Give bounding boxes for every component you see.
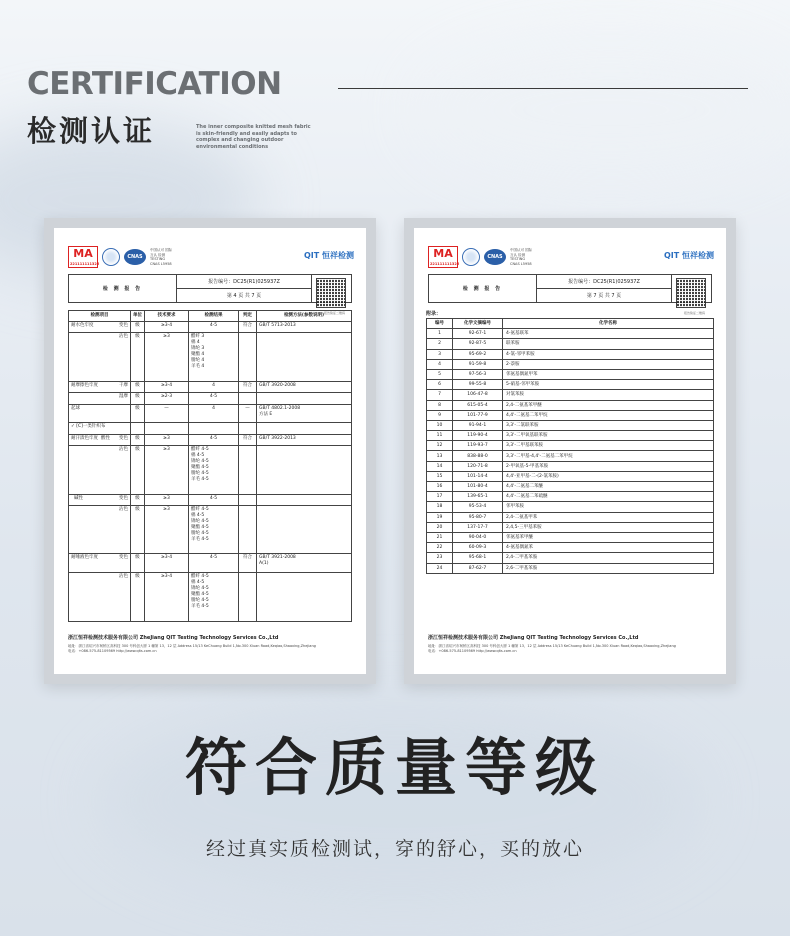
table-cell: ≥3-4 [145, 554, 189, 573]
table-cell [257, 494, 352, 505]
table-cell: 101-77-9 [453, 410, 503, 420]
col-header: 化学文摘编号 [453, 319, 503, 329]
table-row [427, 543, 714, 553]
table-cell: 4,4'-二氨基二苯硫醚 [503, 492, 714, 502]
certification-logos [68, 246, 174, 268]
table-cell: ≥3 [145, 505, 189, 554]
cma-logo: MA 221111111326 [430, 247, 460, 266]
table-cell: 10 [427, 420, 453, 430]
table-row [69, 404, 352, 423]
table-cell: ≥3 [145, 333, 189, 382]
table-cell: 级 [131, 434, 145, 445]
report-header-table [68, 274, 352, 315]
certification-logos [428, 246, 534, 268]
table-cell: 3 [427, 349, 453, 359]
table-cell: 19 [427, 512, 453, 522]
table-row [69, 505, 352, 554]
table-cell: 101-14-4 [453, 471, 503, 481]
table-row [427, 522, 714, 532]
table-row [69, 554, 352, 573]
table-row [427, 369, 714, 379]
table-cell: 邻氨基偶氮甲苯 [503, 369, 714, 379]
table-cell: 22 [427, 543, 453, 553]
table-cell: 符合 [239, 434, 257, 445]
table-row [427, 400, 714, 410]
page-number: 第 7 页 共 7 页 [537, 289, 672, 303]
table-cell: 119-93-7 [453, 441, 503, 451]
table-row [427, 461, 714, 471]
table-cell: 92-87-5 [453, 339, 503, 349]
section-title-en: CERTIFICATION [27, 66, 282, 102]
table-row [69, 322, 352, 333]
company-address: 地址：浙江省绍兴市柯桥区高科技 300 号科创大厦 1 幢第 13、12 层 Address 15/13 KeChuang Build 1,No.300 Xiuan Road,Keqiao,Shaoxing,Zhejiang [428, 644, 676, 648]
section-title-cn: 检测认证 [27, 114, 156, 148]
table-cell: 级 [131, 573, 145, 622]
table-cell: 4,4'-二氨基二苯醚 [503, 482, 714, 492]
table-cell: ✓ [C]一类针织布 [69, 423, 131, 434]
report-footer [428, 634, 718, 654]
table-cell: 沾色 [69, 505, 131, 554]
table-cell: 符合 [239, 382, 257, 393]
table-cell: 95-53-4 [453, 502, 503, 512]
table-row [427, 441, 714, 451]
table-cell: 耐唾液色牢度 变色 [69, 554, 131, 573]
table-cell: 4-氨基联苯 [503, 329, 714, 339]
table-cell: 4-5 [189, 434, 239, 445]
report-title: 检 测 报 告 [429, 275, 537, 303]
table-cell [189, 423, 239, 434]
table-cell: 95-68-1 [453, 553, 503, 563]
table-row [427, 563, 714, 573]
table-row [427, 359, 714, 369]
table-cell: 13 [427, 451, 453, 461]
table-cell: GB/T 4802.1-2008 方法 E [257, 404, 352, 423]
table-cell: 24 [427, 563, 453, 573]
table-cell: 101-80-4 [453, 482, 503, 492]
table-cell [257, 393, 352, 404]
table-row [69, 423, 352, 434]
table-row [427, 532, 714, 542]
table-cell: GB/T 3922-2013 [257, 434, 352, 445]
table-cell: 137-17-7 [453, 522, 503, 532]
table-cell [257, 333, 352, 382]
table-cell: 醋纤 3 棉 4 锦纶 3 聚酯 4 腈纶 4 羊毛 4 [189, 333, 239, 382]
table-cell: 4-5 [189, 322, 239, 333]
table-cell: — [239, 404, 257, 423]
quality-tagline: 经过真实质检测试，穿的舒心，买的放心 [205, 838, 584, 860]
table-cell: 6 [427, 380, 453, 390]
table-row [427, 390, 714, 400]
table-cell: 8 [427, 400, 453, 410]
table-cell: 级 [131, 554, 145, 573]
table-row [69, 434, 352, 445]
table-cell: 4,4'-二氨基二苯甲烷 [503, 410, 714, 420]
table-cell: 16 [427, 482, 453, 492]
qit-logo: QIT 恒祥检测 [303, 251, 354, 260]
col-header: 编号 [427, 319, 453, 329]
col-header: 技术要求 [145, 311, 189, 322]
header-divider [338, 88, 748, 89]
table-row [427, 502, 714, 512]
company-contact: 电话：+086-575-81109569 http://www.qits.com.cn [428, 649, 517, 653]
table-cell: 级 [131, 322, 145, 333]
company-name: 浙江恒祥检测技术服务有限公司 ZheJiang QIT Testing Technology Services Co.,Ltd [428, 635, 639, 641]
table-cell: 醋纤 4-5 棉 4-5 锦纶 4-5 聚酯 4-5 腈纶 4-5 羊毛 4-5 [189, 445, 239, 494]
table-cell: 615-05-4 [453, 400, 503, 410]
table-cell: 91-94-1 [453, 420, 503, 430]
table-cell: 3,3'-二甲基-4,4'-二氨基二苯甲烷 [503, 451, 714, 461]
table-cell: 沾色 [69, 445, 131, 494]
table-cell: ≥3 [145, 494, 189, 505]
table-cell: ≥3-4 [145, 573, 189, 622]
table-row [69, 382, 352, 393]
page-number: 第 4 页 共 7 页 [177, 289, 312, 303]
table-cell: ≥3-4 [145, 382, 189, 393]
table-cell [131, 423, 145, 434]
table-cell: 14 [427, 461, 453, 471]
table-cell: 4-5 [189, 393, 239, 404]
table-row [427, 431, 714, 441]
table-cell: 99-55-8 [453, 380, 503, 390]
table-cell: 120-71-8 [453, 461, 503, 471]
table-cell: 95-69-2 [453, 349, 503, 359]
table-cell: 沾色 [69, 573, 131, 622]
table-cell [239, 393, 257, 404]
table-row [427, 553, 714, 563]
table-cell [239, 445, 257, 494]
table-cell: 838-88-0 [453, 451, 503, 461]
table-row [427, 471, 714, 481]
table-cell [239, 505, 257, 554]
table-cell: 18 [427, 502, 453, 512]
table-cell: 碱性 变色 [69, 494, 131, 505]
table-cell: 3,3'-二氯联苯胺 [503, 420, 714, 430]
table-cell: 95-80-7 [453, 512, 503, 522]
table-row [427, 410, 714, 420]
table-cell: 87-62-7 [453, 563, 503, 573]
table-row [69, 393, 352, 404]
table-cell: 1 [427, 329, 453, 339]
table-cell: 级 [131, 404, 145, 423]
table-cell: 60-09-3 [453, 543, 503, 553]
table-cell: 符合 [239, 322, 257, 333]
table-row [427, 329, 714, 339]
table-cell: 符合 [239, 554, 257, 573]
table-cell: ≥2-3 [145, 393, 189, 404]
table-cell: 3,3'-二甲氧基联苯胺 [503, 431, 714, 441]
cnas-logo: CNAS [124, 249, 146, 265]
table-cell: — [145, 404, 189, 423]
table-cell: 2,4-二氨基苯甲醚 [503, 400, 714, 410]
table-row [69, 333, 352, 382]
table-cell: ≥3 [145, 445, 189, 494]
table-cell [239, 494, 257, 505]
report-title: 检 测 报 告 [69, 275, 177, 303]
cnas-logo: CNAS [484, 249, 506, 265]
table-row [69, 445, 352, 494]
table-cell: 2,6-二甲基苯胺 [503, 563, 714, 573]
section-note: The inner composite knitted mesh fabric is skin-friendly and easily adapts to complex and changing outdoor environmental conditions [196, 124, 311, 150]
table-cell: 2,4-二甲基苯胺 [503, 553, 714, 563]
table-row [427, 512, 714, 522]
table-row [427, 451, 714, 461]
table-cell: 5-硝基-邻甲苯胺 [503, 380, 714, 390]
cnas-text: 中国认可 国际互认 检测 TESTING CNAS L5958 [150, 248, 173, 266]
table-cell: 湿摩 [69, 393, 131, 404]
table-cell: 耐汗渍色牢度 酸性 变色 [69, 434, 131, 445]
table-cell [257, 423, 352, 434]
table-cell: 对氯苯胺 [503, 390, 714, 400]
col-header: 检测方法(参数说明) [257, 311, 352, 322]
table-cell: 级 [131, 445, 145, 494]
ilac-logo [462, 248, 480, 266]
company-contact: 电话：+086-575-81109569 http://www.qits.com.cn [68, 649, 157, 653]
table-cell: GB/T 3920-2008 [257, 382, 352, 393]
table-cell: 2-甲氧基-5-甲基苯胺 [503, 461, 714, 471]
table-cell: 4-氨基偶氮苯 [503, 543, 714, 553]
table-cell: 92-67-1 [453, 329, 503, 339]
appendix-label: 附录： [426, 311, 442, 317]
table-cell: ≥3-4 [145, 322, 189, 333]
table-cell: 4,4'-亚甲基-二-(2-氯苯胺) [503, 471, 714, 481]
table-cell: 耐摩擦色牢度 干摩 [69, 382, 131, 393]
report-page-4 [54, 228, 366, 674]
table-row [69, 494, 352, 505]
qit-logo: QIT 恒祥检测 [663, 251, 714, 260]
company-name: 浙江恒祥检测技术服务有限公司 ZheJiang QIT Testing Technology Services Co.,Ltd [68, 635, 279, 641]
col-header: 检测结果 [189, 311, 239, 322]
company-address: 地址：浙江省绍兴市柯桥区高科技 300 号科创大厦 1 幢第 13、12 层 Address 15/13 KeChuang Build 1,No.300 Xiuan Road,Keqiao,Shaoxing,Zhejiang [68, 644, 316, 648]
table-row [427, 339, 714, 349]
table-cell: 9 [427, 410, 453, 420]
table-cell: 联苯胺 [503, 339, 714, 349]
table-cell: 4-氯-邻甲苯胺 [503, 349, 714, 359]
table-cell: 23 [427, 553, 453, 563]
table-cell: 2-萘胺 [503, 359, 714, 369]
table-cell: 耐水色牢度 变色 [69, 322, 131, 333]
table-row [427, 380, 714, 390]
table-cell: 5 [427, 369, 453, 379]
table-cell: 沾色 [69, 333, 131, 382]
table-cell: 91-59-8 [453, 359, 503, 369]
table-cell: 邻甲苯胺 [503, 502, 714, 512]
table-cell: 2,4,5-三甲基苯胺 [503, 522, 714, 532]
table-row [427, 492, 714, 502]
col-header: 判定 [239, 311, 257, 322]
table-cell [239, 423, 257, 434]
cma-logo: MA 221111111326 [70, 247, 100, 266]
table-cell: 邻氨基苯甲醚 [503, 532, 714, 542]
table-cell: 醋纤 4-5 棉 4-5 锦纶 4-5 聚酯 4-5 腈纶 4-5 羊毛 4-5 [189, 505, 239, 554]
table-cell: 11 [427, 431, 453, 441]
table-cell [257, 573, 352, 622]
table-cell: GB/T 5713-2013 [257, 322, 352, 333]
table-cell: 起球 [69, 404, 131, 423]
table-cell: 4 [427, 359, 453, 369]
table-cell: 97-56-3 [453, 369, 503, 379]
table-cell: 20 [427, 522, 453, 532]
table-cell: 级 [131, 505, 145, 554]
test-results-table [68, 310, 352, 622]
table-row [427, 482, 714, 492]
table-cell: 2 [427, 339, 453, 349]
table-cell: 3,3'-二甲基联苯胺 [503, 441, 714, 451]
table-row [427, 420, 714, 430]
table-cell [257, 445, 352, 494]
table-cell: 17 [427, 492, 453, 502]
table-cell: 106-47-8 [453, 390, 503, 400]
table-cell: 4 [189, 382, 239, 393]
report-number: 报告编号：DC25(R1)025937Z [537, 275, 672, 289]
table-row [427, 349, 714, 359]
table-cell: 7 [427, 390, 453, 400]
table-cell: 15 [427, 471, 453, 481]
table-cell: ≥3 [145, 434, 189, 445]
table-cell: 90-04-0 [453, 532, 503, 542]
table-cell: 4-5 [189, 494, 239, 505]
table-cell [145, 423, 189, 434]
table-cell: 139-65-1 [453, 492, 503, 502]
cnas-text: 中国认可 国际互认 检测 TESTING CNAS L5958 [510, 248, 533, 266]
table-cell: 2,4-二氨基甲苯 [503, 512, 714, 522]
col-header: 单位 [131, 311, 145, 322]
table-cell: 级 [131, 393, 145, 404]
table-cell: 119-90-4 [453, 431, 503, 441]
table-cell: 21 [427, 532, 453, 542]
ilac-logo [102, 248, 120, 266]
table-cell [239, 573, 257, 622]
qr-code[interactable]: 报告验证二维码 [672, 275, 712, 303]
table-cell: 级 [131, 382, 145, 393]
table-cell: 4 [189, 404, 239, 423]
qr-code[interactable]: 报告验证二维码 [312, 275, 352, 303]
table-cell: GB/T 3921-2008 A(1) [257, 554, 352, 573]
table-cell: 12 [427, 441, 453, 451]
table-cell: 级 [131, 333, 145, 382]
appendix-table [426, 318, 714, 574]
table-cell: 级 [131, 494, 145, 505]
table-row [69, 573, 352, 622]
col-header: 检测项目 [69, 311, 131, 322]
table-cell: 4-5 [189, 554, 239, 573]
table-cell [257, 505, 352, 554]
report-footer [68, 634, 358, 654]
col-header: 化学名称 [503, 319, 714, 329]
report-number: 报告编号：DC25(R1)025937Z [177, 275, 312, 289]
report-page-7 [414, 228, 726, 674]
table-cell [239, 333, 257, 382]
table-cell: 醋纤 4-5 棉 4-5 锦纶 4-5 聚酯 4-5 腈纶 4-5 羊毛 4-5 [189, 573, 239, 622]
quality-slogan: 符合质量等级 [184, 731, 605, 804]
